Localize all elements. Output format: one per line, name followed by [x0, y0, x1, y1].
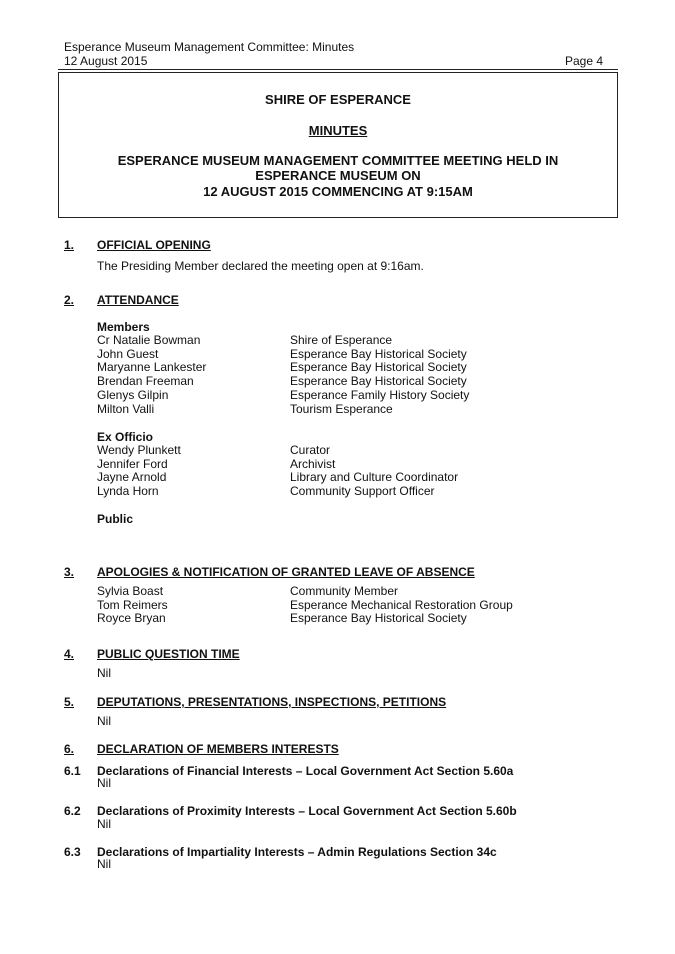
member-name: Milton Valli	[97, 401, 155, 416]
apology-org: Community Member	[290, 584, 399, 598]
subsection-body: Nil	[97, 776, 111, 790]
section-number: 4.	[64, 647, 75, 661]
document-date: 12 August 2015	[64, 54, 148, 68]
ex-officio-role: Curator	[290, 443, 331, 457]
meeting-title-line1: ESPERANCE MUSEUM MANAGEMENT COMMITTEE MEETING HELD IN	[117, 153, 559, 168]
subsection-body: Nil	[97, 857, 111, 871]
apology-name: Tom Reimers	[97, 597, 168, 612]
meeting-title-line3: 12 AUGUST 2015 COMMENCING AT 9:15AM	[203, 184, 473, 199]
section-number: 3.	[64, 565, 75, 579]
section-body: The Presiding Member declared the meeting open at 9:16am.	[97, 259, 424, 273]
members-orgs	[290, 334, 469, 416]
ex-officio-role: Community Support Officer	[290, 484, 435, 499]
subsection-number: 6.1	[64, 764, 81, 778]
subsection-heading-financial: Declarations of Financial Interests – Local Government Act Section 5.60a	[97, 764, 514, 778]
section-heading-apologies: APOLOGIES & NOTIFICATION OF GRANTED LEAVE OF ABSENCE	[97, 565, 475, 579]
title-box	[58, 72, 618, 218]
apology-name: Sylvia Boast	[97, 584, 164, 598]
section-body: Nil	[97, 666, 111, 680]
member-org: Shire of Esperance	[290, 333, 393, 347]
apology-org: Esperance Bay Historical Society	[290, 611, 467, 626]
section-number: 5.	[64, 695, 75, 709]
page-number: Page 4	[565, 54, 604, 68]
member-name: Glenys Gilpin	[97, 387, 169, 402]
subsection-number: 6.3	[64, 845, 81, 859]
apology-name: Royce Bryan	[97, 611, 166, 626]
members-label: Members	[97, 320, 150, 334]
member-org: Esperance Bay Historical Society	[290, 360, 467, 375]
public-label: Public	[97, 512, 134, 526]
ex-officio-name: Jennifer Ford	[97, 456, 168, 471]
minutes-title: MINUTES	[308, 123, 368, 138]
subsection-heading-impartiality: Declarations of Impartiality Interests – Admin Regulations Section 34c	[97, 845, 497, 859]
section-heading-declaration-of-interests: DECLARATION OF MEMBERS INTERESTS	[97, 742, 339, 756]
ex-officio-role: Library and Culture Coordinator	[290, 470, 459, 485]
section-heading-deputations: DEPUTATIONS, PRESENTATIONS, INSPECTIONS, PETITIONS	[97, 695, 447, 709]
meeting-title-line2: ESPERANCE MUSEUM ON	[255, 168, 421, 183]
section-number: 1.	[64, 238, 75, 252]
section-number: 6.	[64, 742, 75, 756]
ex-officio-role: Archivist	[290, 456, 336, 471]
member-org: Tourism Esperance	[290, 401, 393, 416]
shire-title: SHIRE OF ESPERANCE	[265, 92, 411, 107]
section-heading-attendance: ATTENDANCE	[97, 293, 179, 307]
section-heading-official-opening: OFFICIAL OPENING	[97, 238, 211, 252]
member-name: Cr Natalie Bowman	[97, 333, 201, 347]
subsection-body: Nil	[97, 817, 111, 831]
member-org: Esperance Bay Historical Society	[290, 374, 467, 389]
ex-officio-name: Lynda Horn	[97, 484, 159, 499]
member-name: John Guest	[97, 346, 159, 361]
ex-officio-name: Wendy Plunkett	[97, 443, 181, 457]
section-heading-public-question-time: PUBLIC QUESTION TIME	[97, 647, 240, 661]
member-name: Maryanne Lankester	[97, 360, 207, 375]
document-title: Esperance Museum Management Committee: Minutes	[64, 40, 355, 54]
ex-officio-label: Ex Officio	[97, 430, 154, 444]
apologies-names	[97, 585, 168, 626]
header-divider	[58, 69, 618, 70]
ex-officio-roles	[290, 444, 458, 499]
apologies-orgs	[290, 585, 513, 626]
apology-org: Esperance Mechanical Restoration Group	[290, 597, 513, 612]
members-names	[97, 334, 206, 416]
ex-officio-names	[97, 444, 181, 499]
member-org: Esperance Bay Historical Society	[290, 346, 467, 361]
ex-officio-name: Jayne Arnold	[97, 470, 167, 485]
member-name: Brendan Freeman	[97, 374, 194, 389]
member-org: Esperance Family History Society	[290, 387, 470, 402]
section-number: 2.	[64, 293, 75, 307]
section-body: Nil	[97, 714, 111, 728]
subsection-heading-proximity: Declarations of Proximity Interests – Local Government Act Section 5.60b	[97, 804, 517, 818]
subsection-number: 6.2	[64, 804, 81, 818]
